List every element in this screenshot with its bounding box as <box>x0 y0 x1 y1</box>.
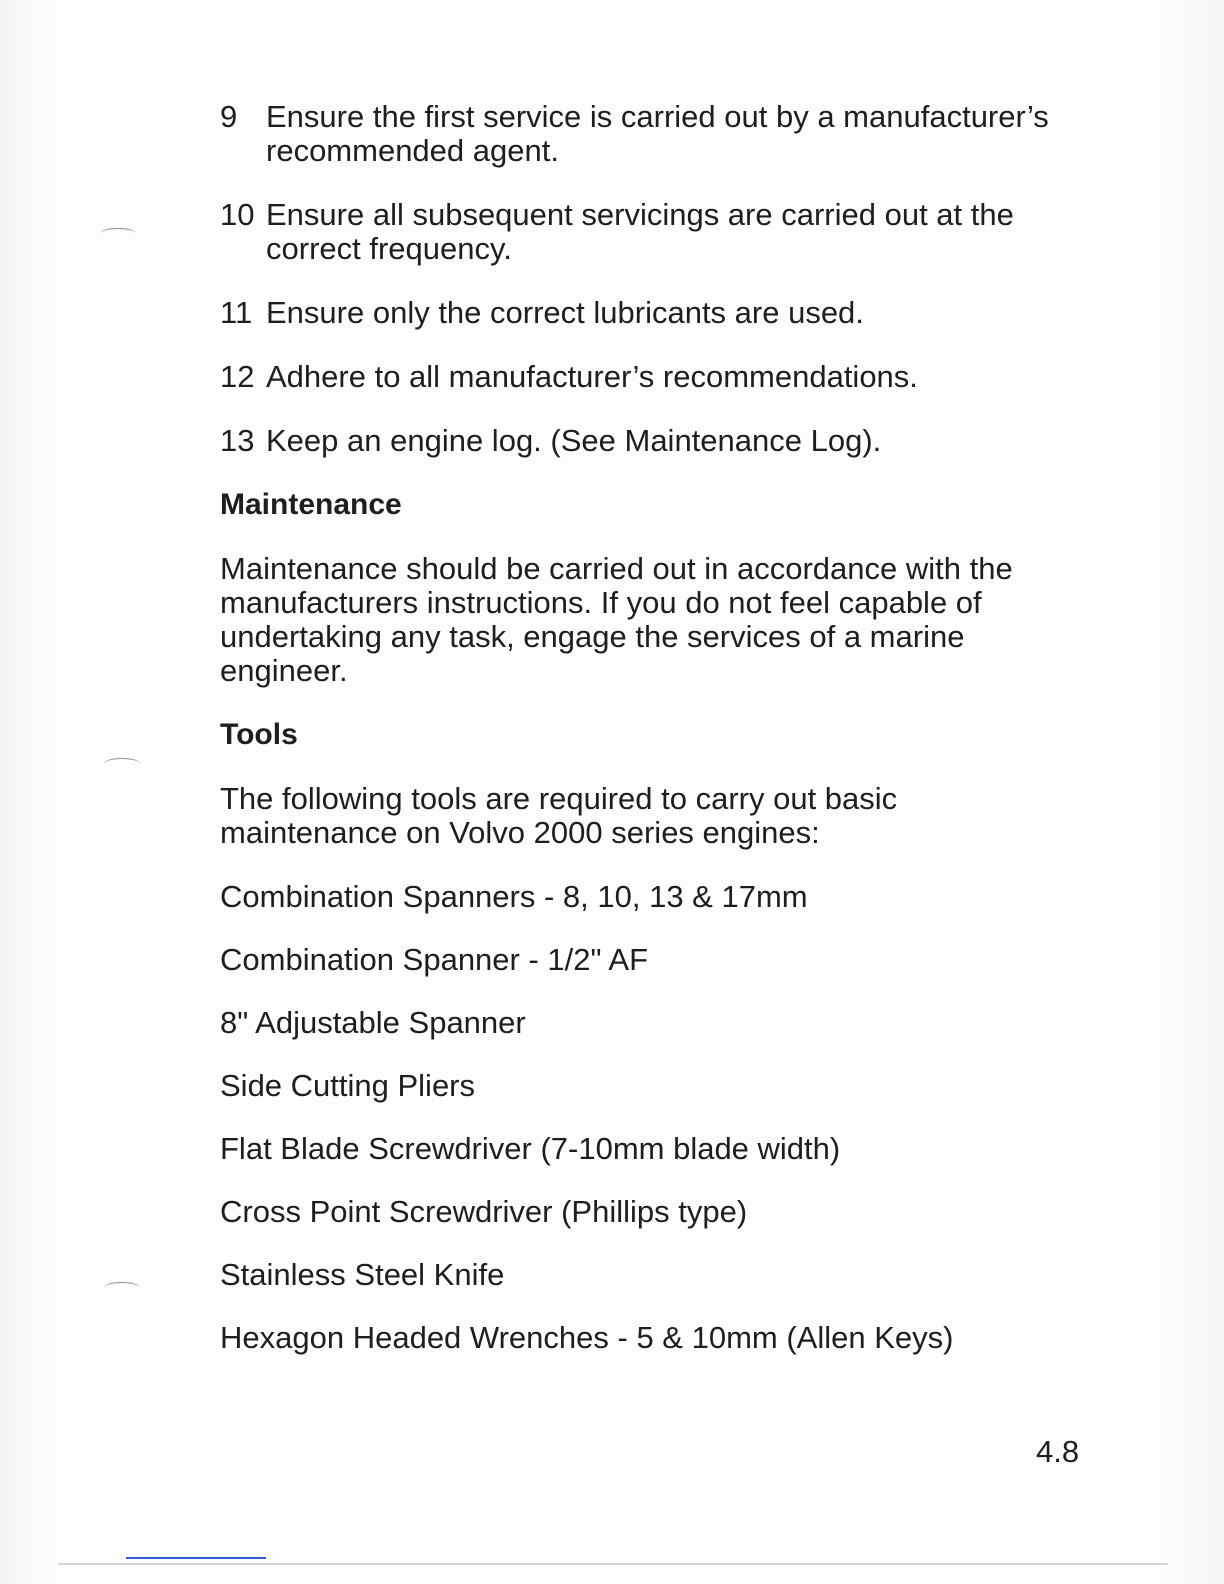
item-number: 11 <box>220 295 253 330</box>
list-item <box>220 100 1080 168</box>
tool-item: Hexagon Headed Wrenches - 5 & 10mm (Allen Keys) <box>220 1320 954 1355</box>
item-number: 10 <box>220 197 255 232</box>
tool-item: Stainless Steel Knife <box>220 1257 505 1292</box>
page-content <box>220 100 1080 1384</box>
item-number: 13 <box>220 423 255 458</box>
item-number: 12 <box>220 359 255 394</box>
tool-item: Side Cutting Pliers <box>220 1068 476 1103</box>
punch-hole-mark <box>104 758 140 769</box>
punch-hole-mark <box>100 228 136 239</box>
item-text: Keep an engine log. (See Maintenance Log). <box>266 423 882 458</box>
footer-rule <box>58 1563 1168 1565</box>
item-text: Ensure all subsequent servicings are carried out at the correct frequency. <box>266 197 1014 266</box>
item-text: Adhere to all manufacturer’s recommendations. <box>266 359 918 394</box>
item-text: Ensure only the correct lubricants are used. <box>266 295 864 330</box>
list-item <box>220 198 1080 266</box>
list-item <box>220 360 1080 394</box>
tool-item: Combination Spanner - 1/2" AF <box>220 942 649 977</box>
scan-edge-right <box>1149 0 1224 1584</box>
item-text: Ensure the first service is carried out by a manufacturer’s recommended agent. <box>266 99 1049 168</box>
page-number: 4.8 <box>1036 1434 1080 1469</box>
tool-item: Combination Spanners - 8, 10, 13 & 17mm <box>220 879 808 914</box>
list-item <box>220 296 1080 330</box>
tools-intro: The following tools are required to carry out basic maintenance on Volvo 2000 series engines: <box>220 781 898 850</box>
tool-item: Flat Blade Screwdriver (7-10mm blade width) <box>220 1131 841 1166</box>
scan-edge-left <box>0 0 58 1584</box>
maintenance-paragraph: Maintenance should be carried out in accordance with the manufacturers instructions. If you do not feel capable of undertaking any task, engage the services of a marine engineer. <box>220 551 1013 688</box>
tools-heading: Tools <box>220 718 298 751</box>
tool-item: Cross Point Screwdriver (Phillips type) <box>220 1194 748 1229</box>
item-number: 9 <box>220 99 238 134</box>
punch-hole-mark <box>104 1282 140 1293</box>
tool-item: 8" Adjustable Spanner <box>220 1005 526 1040</box>
maintenance-heading: Maintenance <box>220 488 402 521</box>
list-item <box>220 424 1080 458</box>
footer-blue-rule <box>126 1557 266 1559</box>
